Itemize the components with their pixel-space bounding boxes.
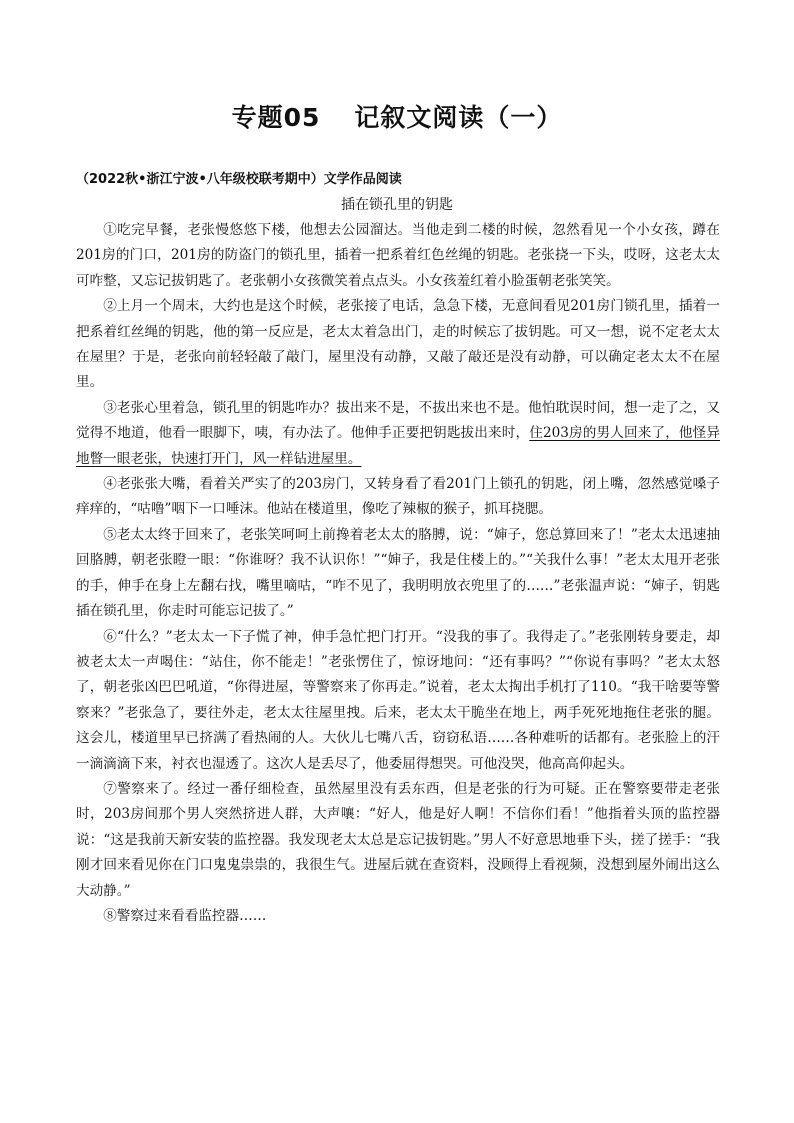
paragraph-8: ⑧警察过来看看监控器…… — [103, 907, 267, 924]
paragraph-7: ⑦警察来了。经过一番仔细检查，虽然屋里没有丢东西，但是老张的行为可疑。正在警察要带走老张时，203房间那个男人突然挤进人群，大声嚷：“好人，他是好人啊！不信你们看！”他指着头顶的监控器说：“这是我前天新安装的监控器。我发现老太太总是忘记拔钥匙。”男人不好意思地垂下头，搓了搓手：“我刚才回来看见你在门口鬼鬼祟祟的，我很生气。进屋后就在查资料，没顾得上看视频，没想到屋外闹出这么大动静。” — [76, 780, 720, 899]
paragraph-3 — [76, 396, 720, 472]
paragraph-5: ⑤老太太终于回来了，老张笑呵呵上前搀着老太太的胳膊，说：“婶子，您总算回来了！”老太太迅速抽回胳膊，朝老张瞪一眼：“你谁呀？我不认识你！”“婶子，我是住楼上的。”“关我什么事！”老太太甩开老张的手，伸手在身上左翻右找，嘴里嘀咕，“咋不见了，我明明放衣兜里了的……”老张温声说：“婶子，钥匙插在锁孔里，你走时可能忘记拔了。” — [76, 526, 720, 620]
title-topic-number: 专题05 — [231, 103, 321, 132]
paragraph-2: ②上月一个周末，大约也是这个时候，老张接了电话，急急下楼，无意间看见201房门锁孔里，插着一把系着红丝绳的钥匙，他的第一反应是，老太太着急出门，走的时候忘了拔钥匙。可又一想，说不定老太太在屋里？于是，老张向前轻轻敲了敲门，屋里没有动静，又敲了敲还是没有动静，可以确定老太太不在屋里。 — [76, 298, 720, 391]
title-topic-name: 记叙文阅读（一） — [354, 103, 563, 132]
story-body — [76, 218, 720, 929]
underlined-sentence: 住203房的男人回来了，他怪异地瞥一眼老张，快速打开门，风一样钻进屋里。 — [76, 425, 720, 467]
paragraph-3-text: ③老张心里着急，锁孔里的钥匙咋办？拔出来不是，不拔出来也不是。他怕耽误时间，想一走了之，又觉得不地道，他看一眼脚下，咦，有办法了。他伸手正要把钥匙拔出来时， — [76, 399, 720, 442]
paragraph-4: ④老张张大嘴，看着关严实了的203房门，又转身看了看201门上锁孔的钥匙，闭上嘴，忽然感觉嗓子痒痒的，“咕噜”咽下一口唾沫。他站在楼道里，像吃了辣椒的猴子，抓耳挠腮。 — [76, 476, 720, 518]
paragraph-6: ⑥“什么？”老太太一下子慌了神，伸手急忙把门打开。“没我的事了。我得走了。”老张刚转身要走，却被老太太一声喝住：“站住，你不能走！”老张愣住了，惊讶地问：“还有事吗？”“你说有事吗？”老太太怒了，朝老张凶巴巴吼道，“你得进屋，等警察来了你再走。”说着，老太太掏出手机打了110。“我干啥要等警察来？”老张急了，要往外走，老太太往屋里拽。后来，老太太干脆坐在地上，两手死死地拖住老张的腿。这会儿，楼道里早已挤满了看热闹的人。大伙儿七嘴八舌，窃窃私语……各种难听的话都有。老张脸上的汗一滴滴滴下来，衬衣也湿透了。这次人是丢尽了，他委屈得想哭。可他没哭，他高高仰起头。 — [76, 628, 720, 772]
page-title — [0, 98, 794, 134]
paragraph-1: ①吃完早餐，老张慢悠悠下楼，他想去公园溜达。当他走到二楼的时候，忽然看见一个小女孩，蹲在201房的门口，201房的防盗门的锁孔里，插着一把系着红色丝绳的钥匙。老张挠一下头，哎呀，这老太太可咋整，又忘记拔钥匙了。老张朝小女孩微笑着点点头。小女孩羞红着小脸蛋朝老张笑笑。 — [76, 222, 720, 289]
story-title: 插在锁孔里的钥匙 — [341, 197, 453, 213]
source-note: （2022秋•浙江宁波•八年级校联考期中）文学作品阅读 — [76, 172, 402, 187]
